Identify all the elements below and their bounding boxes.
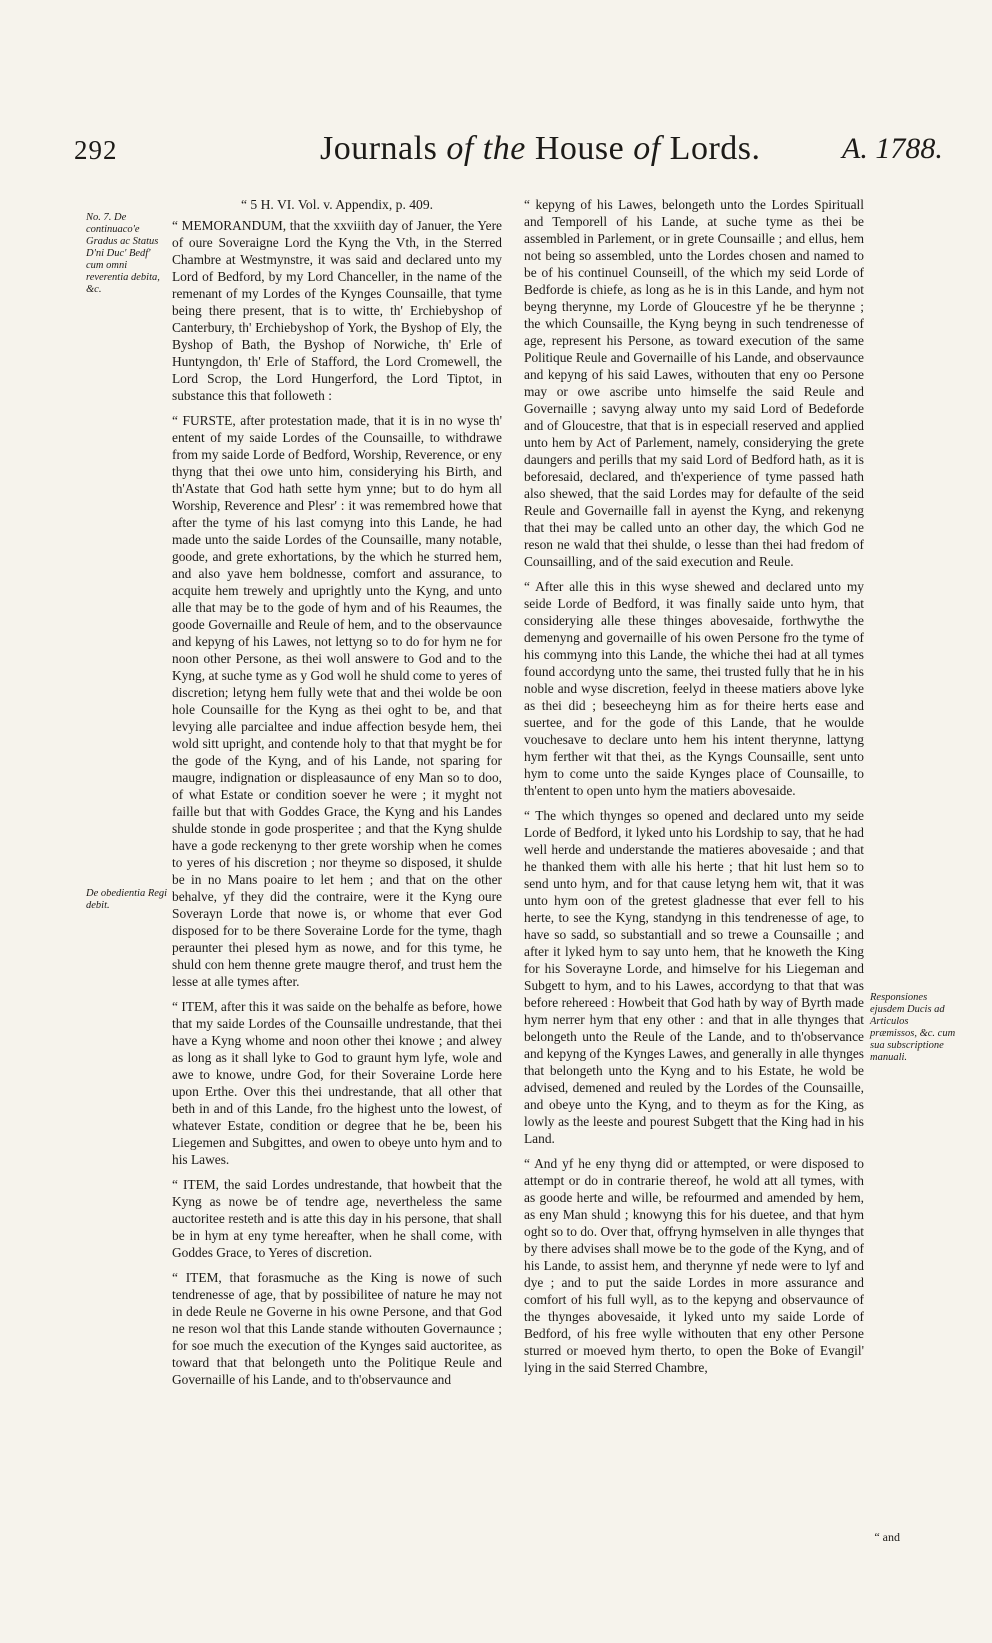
- paragraph-furste: “ FURSTE, after protestation made, that it is in no wyse th' entent of my saide Lordes of the Counsaille, to withdrawe from my saide Lorde of Bedford, Worship, Reverence, or eny thyng that thei owe unto him, considerying his Birth, and th'Astate that God hath sette hym ynne; but to do hym all Worship, Reverence and Plesr' : it was remembred howe that after the tyme of his last comyng into this Lande, he had made unto the saide Lordes of the Counsaille, many notable, goode, and grete exhortations, by the which he sturred hem, and also yave hem boldnesse, comfort and assurance, to acquite hem trewely and uprightly unto the Kyng, and unto alle that may be to the gode of hym and of his Reaumes, the goode Governaille and Reule of hem, and to the observaunce and kepyng of his Lawes, not lettyng so to do for hym ne for noon other Persone, as thei woll answere to God and to the Kyng, at suche tyme as y God woll he shuld come to yeres of discretion; letyng hem fully wete that and thei wolde be oon hole Counsaille for the Kyng as thei oght to be, and that levying alle parcialtee and indue affection besyde hem, thei wold sitt upright, and contende holy to that that myght be for the gode of the Kyng, and of his Lande, not sparing for maugre, indignation or displeasaunce of eny Man so to doo, of what Estate or condition soever he were ; it myght not faille but that with Goddes Grace, the Kyng and his Landes shulde stonde in gode prosperitee ; and that the Kyng shulde have a gode reckenyng to ther grete worship when he comes to yeres of his discretion ; nor theyme so disposed, it shulde be in no Mans poaire to let hem ; and that on the other behalve, yf they did the contraire, were it the Kyng oure Soverayn Lorde that nowe is, or whome that ever God disposed for to be there Soveraine Lorde for the tyme, thagh peraunter thei plesed hym as nowe, and for this tyme, he shuld con hem thenne grete maugre therof, and trust hem the lesse at alle tymes after.: [172, 413, 502, 989]
- margin-note-continuation: No. 7. De continuaco'e Gradus ac Status D'ni Duc' Bedf' cum omni reverentia debita, &c.: [86, 212, 160, 295]
- title-word: House: [534, 130, 625, 167]
- right-column: [524, 196, 864, 1384]
- title-word: the: [482, 130, 526, 167]
- source-reference: “ 5 H. VI. Vol. v. Appendix, p. 409.: [240, 197, 434, 212]
- paragraph-which-thynges: “ The which thynges so opened and declared unto my seide Lorde of Bedford, it lyked unto his Lordship to say, that he had well herde and understande the matieres abovesaide ; and that he thanked them with alle his herte ; that hit lust hem so to send unto hym, and for that cause letyng hem wit, that it was unto hym oon of the gretest gladnesse that ever fell to his herte, to see the Kyng, standyng in this tendrenesse of age, to have so sadd, so substantiall and so trewe a Counsaille ; and after it lyked hym to say unto hem, that he knoweth the King for his Soverayne Lorde, and himselve for his Liegeman and Subgett to hym, and to his Lawes, accordyng to that that was before rehereed : Howbeit that God hath by way of Byrth made hym nerrer hym that eny other : and that in alle thynges that belongeth unto the Reule of the Lande, and to th'observance and kepyng of the Kynges Lawes, and generally in alle thynges that belongeth unto the Kyng and to his Estate, he wold be advised, demened and reuled by the Lordes of the Counsaille, and obeye unto the Kyng, and to theym as for the King, as lowly as the leeste and pourest Subgett that the King had in his Land.: [524, 808, 864, 1146]
- paragraph-after-alle: “ After alle this in this wyse shewed and declared unto my seide Lorde of Bedford, it was finally saide unto hym, that considerying alle these thinges abovesaide, forthwythe the demenyng and governaille of his owen Persone fro the tyme of his commyng into this Lande, the whiche thei had at all tymes found accordyng unto the same, thei trusted fully that he in his noble and wyse discretion, feelyd in theese matiers above lyke as thei did ; beseecheyng him as for theire herts ease and suertee, and for the gode of this Lande, that he woulde vouchesave to declare unto hem his intent therynne, lattyng hym ferther wit that thei, as the Kyngs Counsaille, sent unto hym to come unto the saide Kynges place of Counsaille, to th'entent to open unto hym the matiers abovesaide.: [524, 579, 864, 798]
- title-word: of: [446, 130, 474, 167]
- left-column: [172, 196, 502, 1396]
- paragraph-memorandum: “ MEMORANDUM, that the xxviiith day of Januer, the Yere of oure Soveraigne Lord the Kyng the Vth, in the Sterred Chambre at Westmynstre, it was said and declared unto my Lord of Bedford, by my Lord Chanceller, in the name of the remenant of my Lordes of the Kynges Counsaille, that tyme being there present, that is to witte, th' Erchiebyshop of Canterbury, th' Erchiebyshop of York, the Byshop of Ely, the Byshop of Bath, the Byshop of Norwiche, th' Erle of Huntyngdon, th' Erle of Stafford, the Lord Cromewell, the Lord Scrop, the Lord Hungerford, the Lord Tiptot, in substance this that followeth :: [172, 218, 502, 403]
- page-number: 292: [74, 135, 118, 165]
- page-year: A. 1788.: [842, 132, 943, 165]
- paragraph-item-2: “ ITEM, the said Lordes undrestande, that howbeit that the Kyng as nowe be of tendre age, nevertheless the same auctoritee resteth and is atte this day in his persone, that shall be in hym at eny tyme hereafter, when he shall come, with Goddes Grace, to Yeres of discretion.: [172, 1177, 502, 1260]
- catchword: “ and: [874, 1530, 900, 1544]
- paragraph-continuation: “ kepyng of his Lawes, belongeth unto the Lordes Spirituall and Temporell of his Lande, at suche tyme as thei be assembled in Parlement, or in grete Counsaille ; and ellus, hem not being so assembled, unto the Lordes chosen and named to be of his continuel Counseill, of the which my seid Lorde of Bedforde is chiefe, as long as he is in this Lande, and hym not beyng therynne, my Lorde of Gloucestre yf he be therynne ; the which Counsaille, the Kyng beyng in such tendrenesse of age, represent his Persone, as toward execution of the same Politique Reule and Governaille of his Lande, and observaunce and kepyng of his said Lawes, withouten that eny oo Persone may or owe ascribe unto himselfe the said Reule and Governaille ; savyng alway unto my said Lord of Bedeforde and of Gloucestre, that that is in especiall reserved and applied unto hem by Act of Parlement, namely, considerying the grete daungers and perills that my said Lord of Bedford hath, as it is beforesaid, declared, and th'experience of tyme passed hath also shewed, that the said Lordes may for defaulte of the seid Reule and Governaille fall in ayenst the Kyng, and rekenyng that thei may be called unto an other day, the which God ne reson ne wald that thei shulde, o lesse than thei had fredom of Counsailling, and of the said execution and Reule.: [524, 197, 864, 569]
- margin-note-obedience: De obedientia Regi debit.: [86, 888, 168, 911]
- margin-note-responses: Responsiones ejusdem Ducis ad Articulos præmissos, &c. cum sua subscriptione manuali.: [870, 992, 956, 1063]
- paragraph-item-3: “ ITEM, that forasmuche as the King is nowe of such tendrenesse of age, that by possibilitee of nature he may not in dede Reule ne Governe in his owne Persone, and that God ne reson wol that this Lande stande withouten Governaunce ; for soe much the execution of the Kynges said auctoritee, as toward that that belongeth unto the Politique Reule and Governaille of his Lande, and to th'observaunce and: [172, 1270, 502, 1387]
- title-word: Journals: [320, 130, 438, 167]
- title-word: of: [633, 130, 661, 167]
- page-title: [320, 130, 761, 168]
- paragraph-item-1: “ ITEM, after this it was saide on the behalfe as before, howe that my saide Lordes of the Counsaille undrestande, that thei have a Kyng whome and noon other thei knowe ; and alwey as long as it shall lyke to God to graunt hym lyfe, wole and awe to knowe, undre God, for their Soveraine Lorde here upon Erthe. Over this thei undrestande, that all other that beth in and of this Lande, fro the highest unto the lowest, of whatever Estate, condition or degree that he be, been his Liegemen and Subgittes, and owen to obeye unto hym and to his Lawes.: [172, 999, 502, 1167]
- paragraph-and-yf: “ And yf he eny thyng did or attempted, or were disposed to attempt or do in contrarie thereof, he wold att all tymes, with as goode herte and wille, be refourmed and amended by hem, as eny Man shuld ; knowyng this for his duetee, and that hym oght so to do. Over that, offryng hymselven in alle thynges that by there advises shall mowe be to the gode of the Kyng, and of his Lande, to assist hem, and therynne yf nede were to lyf and dye ; and to put the saide Lordes in more assurance and comfort of his full wyll, as to the kepyng and observaunce of the thynges abovesaide, it lyked unto my saide Lorde of Bedford, of his free wylle withouten that eny other Persone sturred or moeved hym therto, to open the Boke of Evangil' lying in the said Sterred Chambre,: [524, 1156, 864, 1375]
- title-word: Lords.: [669, 130, 761, 167]
